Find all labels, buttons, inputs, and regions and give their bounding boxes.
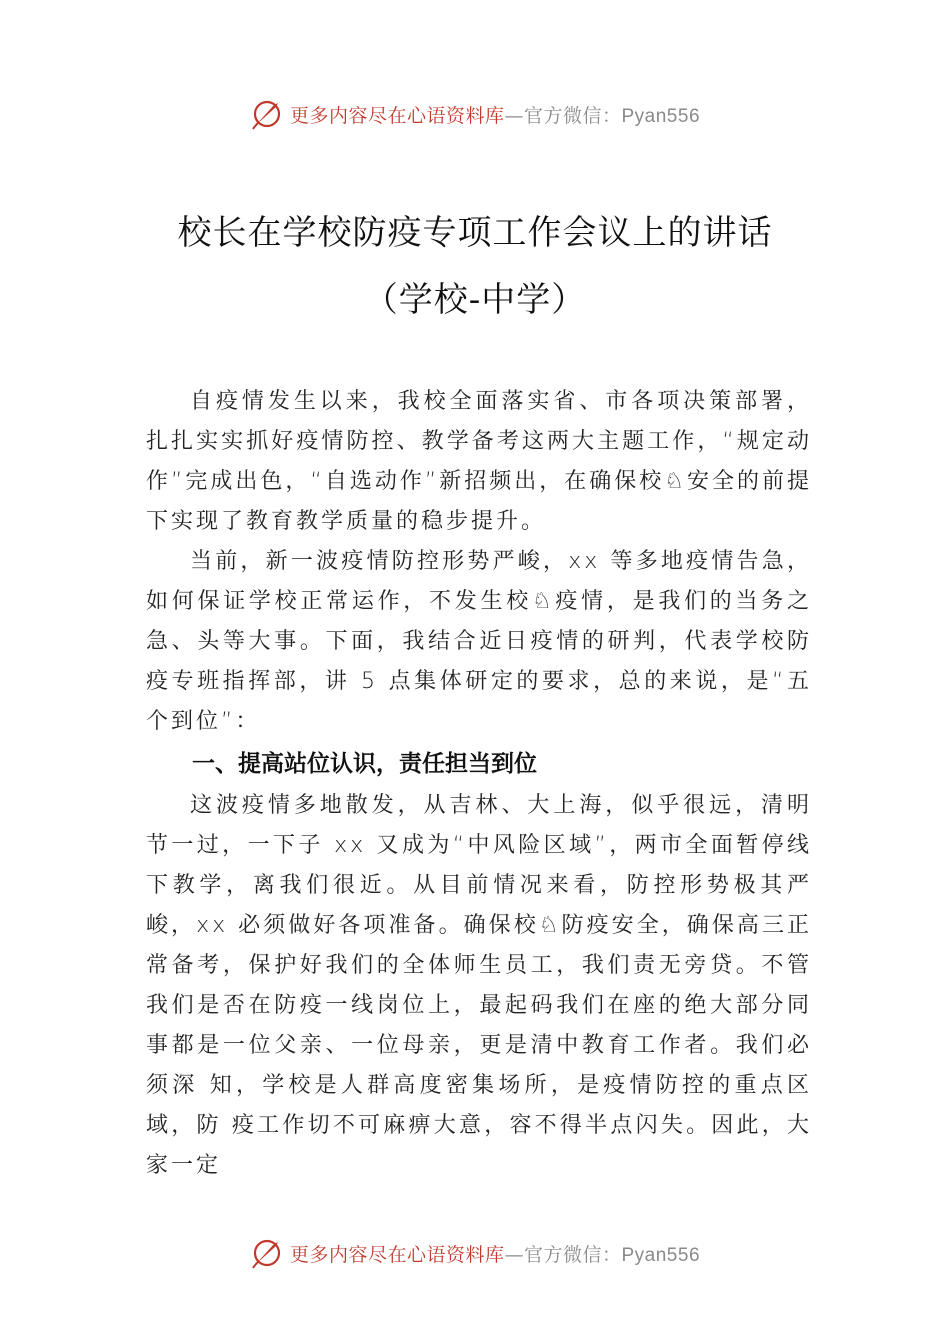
watermark-dash: — (504, 1243, 524, 1266)
watermark-dash: — (504, 104, 524, 127)
quill-pen-logo-icon (250, 97, 284, 131)
quill-pen-logo-icon (250, 1236, 284, 1270)
watermark-slogan: 更多内容尽在心语资料库 (289, 1243, 505, 1266)
footer-watermark (0, 1233, 950, 1273)
header-watermark (0, 94, 950, 134)
watermark-text (290, 1240, 700, 1267)
watermark-wechat-label: 官方微信： (523, 104, 622, 127)
watermark-text (290, 101, 700, 128)
section-heading-1: 一、提高站位认识，责任担当到位 (192, 751, 537, 777)
paragraph-3: 这波疫情多地散发，从吉林、大上海，似乎很远，清明节一过，一下子 xx 又成为“中风险区域”，两市全面暂停线下教学，离我们很近。从目前情况来看，防控形势极其严峻，xx 必须做好各项准备。确保校♘防疫安全，确保高三正常备考，保护好我们的全体师生员工，我们责无旁贷。不管我们是否在防疫一线岗位上，最起码我们在座的绝大部分同事都是一位父亲、一位母亲，更是清中教育工作者。我们必须深 知，学校是人群高度密集场所，是疫情防控的重点区域，防 疫工作切不可麻痹大意，容不得半点闪失。因此，大家一定 (146, 793, 812, 1178)
document-body (146, 382, 812, 1186)
document-subtitle: （学校-中学） (363, 280, 587, 320)
paragraph-1: 自疫情发生以来，我校全面落实省、市各项决策部署，扎扎实实抓好疫情防控、教学备考这两大主题工作，“规定动作”完成出色，“自选动作”新招频出，在确保校♘安全的前提下实现了教育教学质量的稳步提升。 (146, 389, 812, 534)
document-title: 校长在学校防疫专项工作会议上的讲话 (177, 213, 773, 253)
watermark-wechat-id: Pyan556 (621, 1244, 701, 1266)
paragraph-2: 当前，新一波疫情防控形势严峻，xx 等多地疫情告急，如何保证学校正常运作，不发生校♘疫情，是我们的当务之急、头等大事。下面，我结合近日疫情的研判，代表学校防疫专班指挥部，讲 5 点集体研定的要求，总的来说，是“五个到位”： (146, 549, 812, 734)
watermark-wechat-label: 官方微信： (523, 1243, 622, 1266)
watermark-slogan: 更多内容尽在心语资料库 (289, 104, 505, 127)
watermark-wechat-id: Pyan556 (621, 105, 701, 127)
